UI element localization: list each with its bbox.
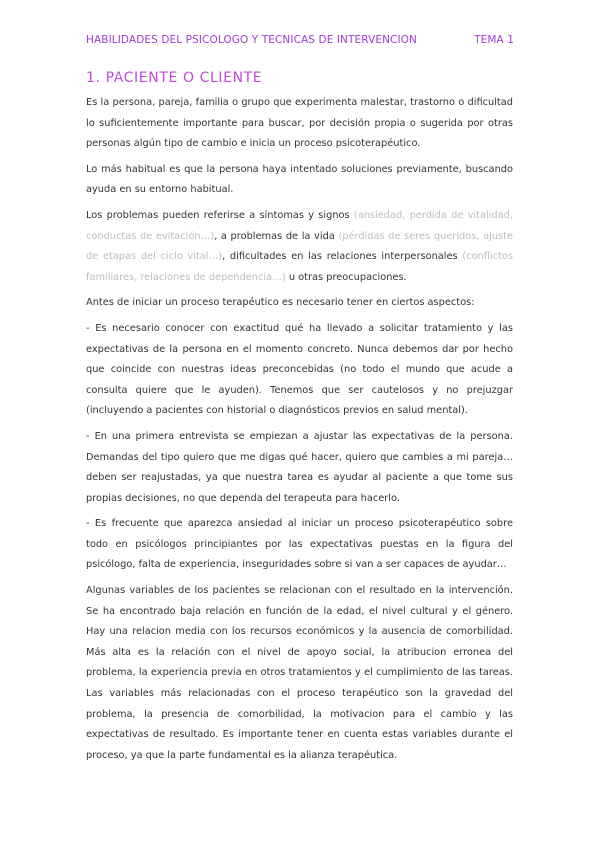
page-header bbox=[86, 34, 514, 46]
paragraph-habitual: Lo más habitual es que la persona haya intentado soluciones previamente, buscando ayuda en su entorno habitual. bbox=[86, 163, 513, 196]
section-heading: 1. PACIENTE O CLIENTE bbox=[86, 70, 263, 86]
topic-label: TEMA 1 bbox=[474, 34, 514, 46]
problems-text: , dificultades en las relaciones interpersonales bbox=[222, 251, 463, 263]
paragraph-definition: Es la persona, pareja, familia o grupo que experimenta malestar, trastorno o dificultad lo suficientemente importante para buscar, por decisión propia o sugerida por otras personas algún tipo de cambio e inicia un proceso psicoterapéutico. bbox=[86, 97, 513, 150]
problems-text: Los problemas pueden referirse a síntomas y signos bbox=[86, 209, 354, 221]
problems-examples-symptoms: (ansiedad, perdida de vitalidad, conductas de evitación…) bbox=[86, 209, 513, 242]
problems-text: u otras preocupaciones. bbox=[285, 271, 407, 283]
paragraph-patient-variables: Algunas variables de los pacientes se relacionan con el resultado en la intervención. Se ha encontrado baja relación en función de la edad, el nivel cultural y el género. Hay una relacion media con los recursos económicos y la ausencia de comorbilidad. Más alta es la relación con el nivel de apoyo social, la atribucion erronea del problema, la experiencia previa en otros tratamientos y el cumplimiento de las tareas. Las variables más relacionadas con el proceso terapéutico son la gravedad del problema, la presencia de comorbilidad, la motivacion para el cambio y las expectativas de resultado. Es importante tener en cuenta estas variables durante el proceso, ya que la parte fundamental es la alianza terapéutica. bbox=[86, 585, 513, 761]
paragraph-problems bbox=[86, 206, 513, 288]
document-body bbox=[86, 93, 513, 771]
problems-examples-life: (pérdidas de seres queridos, ajuste de etapas del ciclo vital…) bbox=[86, 230, 514, 263]
paragraph-aspect-expectations: - Es necesario conocer con exactitud qué ha llevado a solicitar tratamiento y las expectativas de la persona en el momento concreto. Nunca debemos dar por hecho que coincide con nuestras ideas preconcebidas (no todo el mundo que acude a consulta quiere que le ayuden). Tenemos que ser cautelosos y no prejuzgar (incluyendo a pacientes con historial o diagnósticos previos en salud mental). bbox=[86, 322, 513, 417]
problems-examples-relations: (conflictos familiares, relaciones de dependencia…) bbox=[86, 251, 513, 283]
paragraph-aspect-first-interview: - En una primera entrevista se empiezan a ajustar las expectativas de la persona. Demandas del tipo quiero que me digas qué hacer, quiero que cambies a mi pareja… deben ser reajustadas, ya que nuestra tarea es ayudar al paciente a que tome sus propias decisiones, no que dependa del terapeuta para hacerlo. bbox=[86, 430, 513, 504]
paragraph-aspects-intro: Antes de iniciar un proceso terapéutico es necesario tener en ciertos aspectos: bbox=[86, 297, 475, 309]
course-title: HABILIDADES DEL PSICOLOGO Y TECNICAS DE INTERVENCION bbox=[86, 34, 418, 46]
problems-text: , a problemas de la vida bbox=[214, 230, 339, 242]
paragraph-aspect-anxiety: - Es frecuente que aparezca ansiedad al iniciar un proceso psicoterapéutico sobre todo en psicólogos principiantes por las expectativas puestas en la figura del psicólogo, falta de experiencia, inseguridades sobre si van a ser capaces de ayudar… bbox=[86, 518, 513, 571]
